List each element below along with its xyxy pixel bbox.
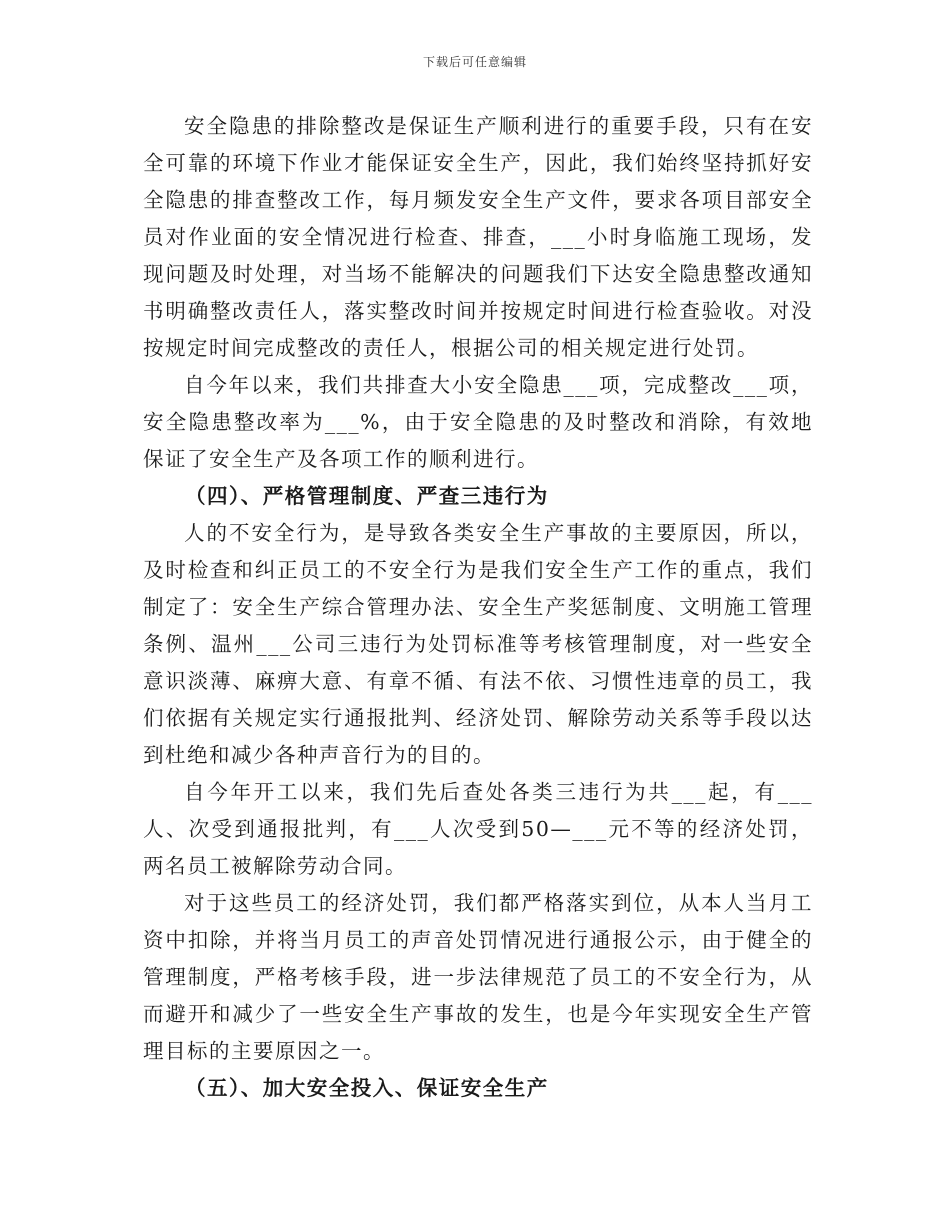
section-heading-5: （五）、加大安全投入、保证安全生产 xyxy=(185,1076,549,1100)
section-heading-4: （四）、严格管理制度、严查三违行为 xyxy=(185,484,549,508)
paragraph-hazard-rectification: 安全隐患的排除整改是保证生产顺利进行的重要手段，只有在安全可靠的环境下作业才能保证安全生产，因此，我们始终坚持抓好安全隐患的排查整改工作，每月频发安全生产文件，要求各项目部安全员对作业面的安全情况进行检查、排查，___小时身临施工现场，发现问题及时处理，对当场不能解决的问题我们下达安全隐患整改通知书明确整改责任人，落实整改时间并按规定时间进行检查验收。对没按规定时间完成整改的责任人，根据公司的相关规定进行处罚。 xyxy=(143,114,813,360)
paragraph-penalty-implementation: 对于这些员工的经济处罚，我们都严格落实到位，从本人当月工资中扣除，并将当月员工的声音处罚情况进行通报公示，由于健全的管理制度，严格考核手段，进一步法律规范了员工的不安全行为，从而避开和减少了一些安全生产事故的发生，也是今年实现安全生产管理目标的主要原因之一。 xyxy=(143,891,813,1063)
document-body xyxy=(143,108,813,1107)
paragraph-unsafe-behavior: 人的不安全行为，是导致各类安全生产事故的主要原因，所以，及时检查和纠正员工的不安全行为是我们安全生产工作的重点，我们制定了：安全生产综合管理办法、安全生产奖惩制度、文明施工管理条例、温州___公司三违行为处罚标准等考核管理制度，对一些安全意识淡薄、麻痹大意、有章不循、有法不依、习惯性违章的员工，我们依据有关规定实行通报批判、经济处罚、解除劳动关系等手段以达到杜绝和减少各种声音行为的目的。 xyxy=(143,521,813,767)
paragraph-hazard-statistics: 自今年以来，我们共排查大小安全隐患___项，完成整改___项，安全隐患整改率为___%，由于安全隐患的及时整改和消除，有效地保证了安全生产及各项工作的顺利进行。 xyxy=(143,373,813,471)
page-header: 下载后可任意编辑 xyxy=(422,55,527,69)
paragraph-violation-statistics: 自今年开工以来，我们先后查处各类三违行为共___起，有___人、次受到通报批判，有___人次受到50—___元不等的经济处罚，两名员工被解除劳动合同。 xyxy=(143,780,813,878)
